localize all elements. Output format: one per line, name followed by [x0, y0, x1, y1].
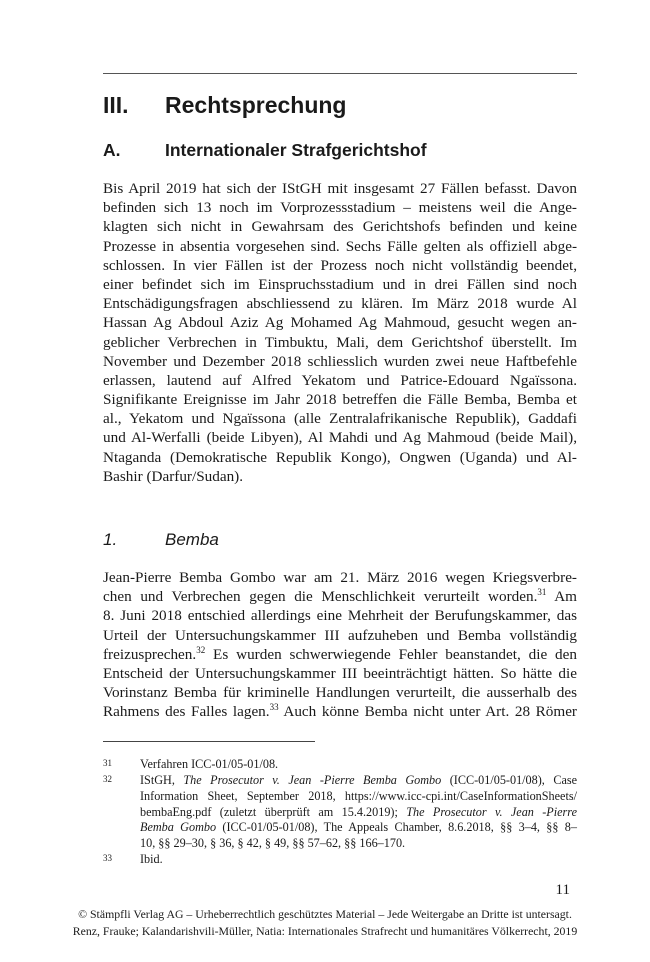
text-line: Hassan Ag Abdoul Aziz Ag Mohamed Ag Mahmoud, gesucht wegen an-	[103, 314, 577, 332]
footnote-separator	[103, 741, 315, 742]
footnote-marker: 31	[103, 758, 112, 768]
footnote-line: Information Sheet, September 2018, https://www.icc-cpi.int/CaseInformationSheets/	[140, 788, 577, 803]
text-line: und Al-Werfalli (beide Libyen), Al Mahdi und Ag Mahmoud (beide Mail),	[103, 429, 577, 447]
page-number: 11	[555, 882, 570, 898]
footnote-marker: 33	[103, 853, 112, 863]
subsubheading-title: Bemba	[165, 530, 219, 549]
text-line: Signifikante Ereignisse im Jahr 2018 betreffen die Fälle Bemba, Bemba et	[103, 391, 577, 409]
text-line: Prozesse in absentia vorgesehen sind. Sechs Fälle gelten als offiziell abge-	[103, 237, 577, 255]
text-line: November und Dezember 2018 schliesslich wurden zwei neue Haftbefehle	[103, 352, 577, 370]
text-line: Urteil der Untersuchungskammer III aufzuheben und Bemba vollständig	[103, 626, 577, 644]
copyright-notice: © Stämpfli Verlag AG – Urheberrechtlich geschütztes Material – Jede Weitergabe an Dritte ist untersagt.	[78, 907, 572, 921]
heading-number: III.	[103, 92, 129, 118]
text-line: al., Yekatom und Ngaïssona (alle Zentralafrikanische Republik), Gaddafi	[103, 410, 577, 428]
header-rule	[103, 73, 577, 74]
text-line: einer befindet sich im Einspruchsstadium und in drei Fällen sind noch	[103, 275, 577, 293]
footnote-line: Bemba Gombo (ICC-01/05-01/08), The Appeals Chamber, 8.6.2018, §§ 3–4, §§ 8–	[140, 820, 577, 835]
text-line: 8. Juni 2018 entschied allerdings eine Mehrheit der Berufungskammer, das	[103, 607, 577, 625]
subsubheading-number: 1.	[103, 530, 118, 549]
subheading-title: Internationaler Strafgerichtshof	[165, 140, 427, 160]
text-line: erlassen, lautend auf Alfred Yekatom und Patrice-Edouard Ngaïssona.	[103, 371, 577, 389]
footnote-ref[interactable]: 32	[196, 644, 206, 655]
footnote-line: Ibid.	[140, 852, 163, 866]
footnote-marker: 32	[103, 774, 112, 784]
text-line: Entschädigungsfragen abschliessend zu klären. Im März 2018 wurde Al	[103, 295, 577, 313]
footnote-line: Verfahren ICC-01/05-01/08.	[140, 757, 279, 771]
heading-title: Rechtsprechung	[165, 92, 347, 118]
text-line: befinden sich 13 noch im Vorprozessstadium – meistens weil die Ange-	[103, 199, 577, 217]
text-line: klagten sich nicht in Gewahrsam des Gerichtshofs befinden und keine	[103, 218, 577, 236]
text-line: Entscheid der Untersuchungskammer III beeinträchtigt hätten. So hätte die	[103, 664, 577, 682]
text-line: Vorinstanz Bemba für kriminelle Handlungen verurteilt, die ausserhalb des	[103, 684, 577, 702]
citation-line: Renz, Frauke; Kalandarishvili-Müller, Natia: Internationales Strafrecht und humanitäres Völkerrecht, 2019	[72, 924, 578, 938]
footnote-ref[interactable]: 33	[269, 702, 279, 713]
text-line: schlossen. In vier Fällen ist der Prozess noch nicht vollständig beendet,	[103, 256, 577, 274]
text-line: freizusprechen.$^{32}$ Es wurden schwerwiegende Fehler beanstandet, die den	[103, 644, 577, 663]
text-line: Rahmens des Falles lagen.$^{33}$ Auch könne Bemba nicht unter Art. 28 Römer	[103, 702, 577, 721]
text-line: chen und Verbrechen gegen die Menschlichkeit verurteilt worden.$^{31}$ Am	[103, 587, 577, 606]
footnote-line: bembaEng.pdf (zuletzt überprüft am 15.4.2019); The Prosecutor v. Jean -Pierre	[140, 804, 577, 819]
body-paragraph-bemba	[103, 568, 577, 722]
text-line: Bashir (Darfur/Sudan).	[103, 467, 244, 485]
text-line: Bis April 2019 hat sich der IStGH mit insgesamt 27 Fällen befasst. Davon	[103, 180, 577, 197]
text-line: geblicher Verbrechen in Timbuktu, Mali, dem Gerichtshof überstellt. Im	[103, 333, 577, 351]
footnote-ref[interactable]: 31	[537, 587, 547, 598]
body-paragraph-intro	[103, 179, 577, 486]
text-line: Jean-Pierre Bemba Gombo war am 21. März 2016 wegen Kriegsverbre-	[103, 569, 577, 586]
subheading-number: A.	[103, 140, 121, 160]
footnote-line: 10, §§ 29–30, § 36, § 42, § 49, §§ 57–62, §§ 166–170.	[140, 836, 406, 851]
footnote-line: IStGH, The Prosecutor v. Jean -Pierre Bemba Gombo (ICC-01/05-01/08), Case	[140, 773, 578, 787]
text-line: Ntaganda (Demokratische Republik Kongo), Ongwen (Uganda) und Al-	[103, 448, 577, 466]
